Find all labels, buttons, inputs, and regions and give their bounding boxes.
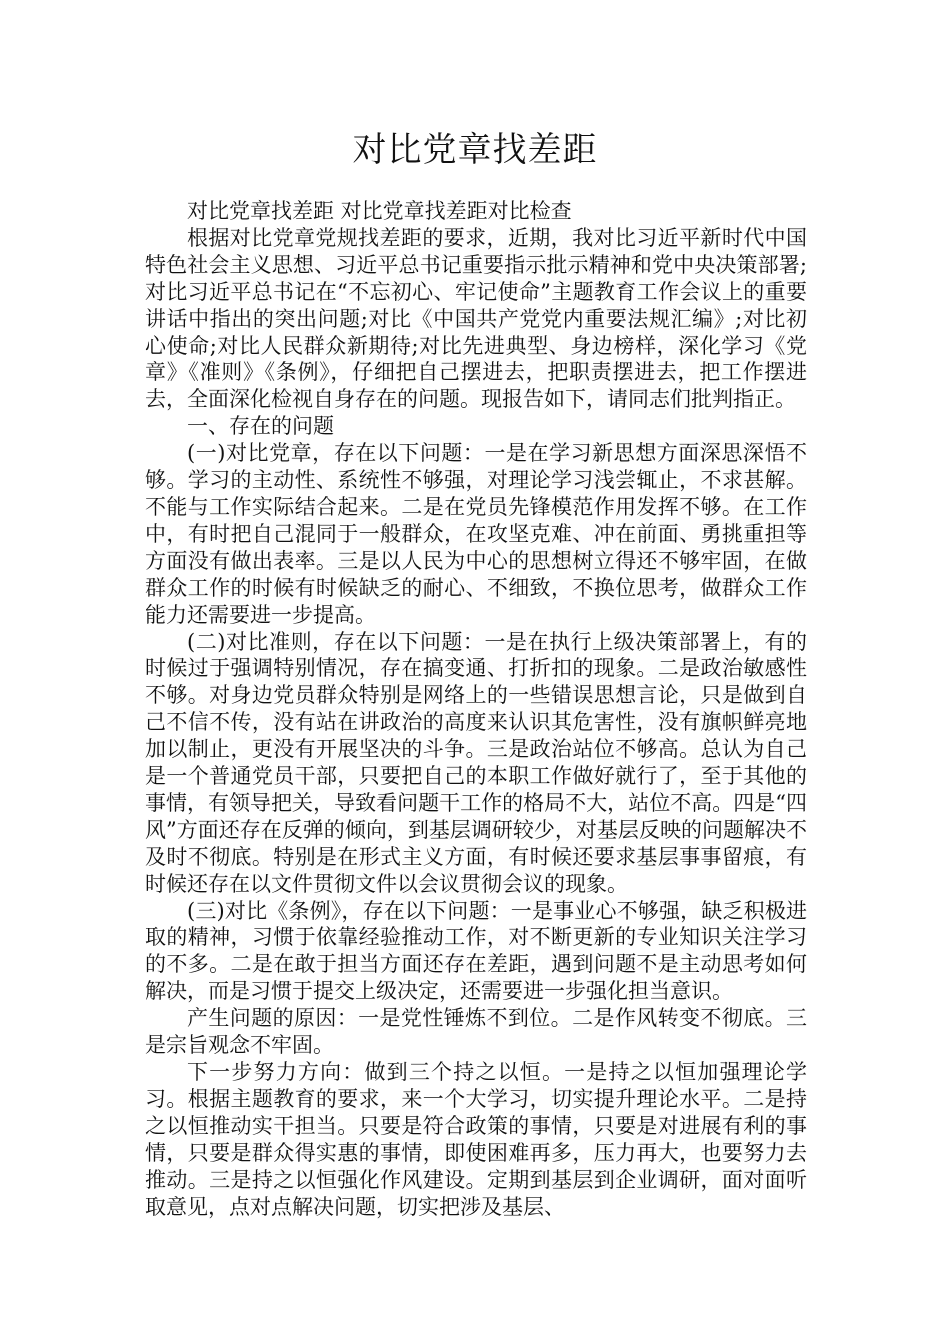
paragraph-regulations: (三)对比《条例》，存在以下问题：一是事业心不够强，缺乏积极进取的精神，习惯于依靠经验推动工作，对不断更新的专业知识关注学习的不多。二是在敢于担当方面还存在差距，遇到问题不是主动思考如何解决，而是习惯于提交上级决定，还需要进一步强化担当意识。	[145, 898, 807, 1004]
document-body	[145, 198, 807, 1220]
section-heading-problems: 一、存在的问题	[187, 414, 334, 439]
intro-paragraph: 根据对比党章党规找差距的要求，近期，我对比习近平新时代中国特色社会主义思想、习近平总书记重要指示批示精神和党中央决策部署;对比习近平总书记在“不忘初心、牢记使命”主题教育工作会议上的重要讲话中指出的突出问题;对比《中国共产党党内重要法规汇编》;对比初心使命;对比人民群众新期待;对比先进典型、身边榜样，深化学习《党章》《准则》《条例》，仔细把自己摆进去，把职责摆进去，把工作摆进去，全面深化检视自身存在的问题。现报告如下，请同志们批判指正。	[145, 225, 807, 412]
paragraph-next-steps: 下一步努力方向：做到三个持之以恒。一是持之以恒加强理论学习。根据主题教育的要求，来一个大学习，切实提升理论水平。二是持之以恒推动实干担当。只要是符合政策的事情，只要是对进展有利的事情，只要是群众得实惠的事情，即使困难再多，压力再大，也要努力去推动。三是持之以恒强化作风建设。定期到基层到企业调研，面对面听取意见，点对点解决问题，切实把涉及基层、	[145, 1060, 807, 1219]
paragraph-party-constitution: (一)对比党章，存在以下问题：一是在学习新思想方面深思深悟不够。学习的主动性、系统性不够强，对理论学习浅尝辄止，不求甚解。不能与工作实际结合起来。二是在党员先锋模范作用发挥不够。在工作中，有时把自己混同于一般群众，在攻坚克难、冲在前面、勇挑重担等方面没有做出表率。三是以人民为中心的思想树立得还不够牢固，在做群众工作的时候有时候缺乏的耐心、不细致，不换位思考，做群众工作能力还需要进一步提高。	[145, 441, 807, 627]
document-title: 对比党章找差距	[352, 130, 598, 170]
subtitle-line: 对比党章找差距 对比党章找差距对比检查	[187, 199, 572, 223]
paragraph-guidelines: (二)对比准则，存在以下问题：一是在执行上级决策部署上，有的时候过于强调特别情况，存在搞变通、打折扣的现象。二是政治敏感性不够。对身边党员群众特别是网络上的一些错误思想言论，只是做到自己不信不传，没有站在讲政治的高度来认识其危害性，没有旗帜鲜亮地加以制止，更没有开展坚决的斗争。三是政治站位不够高。总认为自己是一个普通党员干部，只要把自己的本职工作做好就行了，至于其他的事情，有领导把关，导致看问题干工作的格局不大，站位不高。四是“四风”方面还存在反弹的倾向，到基层调研较少，对基层反映的问题解决不及时不彻底。特别是在形式主义方面，有时候还要求基层事事留痕，有时候还存在以文件贯彻文件以会议贯彻会议的现象。	[145, 629, 807, 896]
paragraph-causes: 产生问题的原因：一是党性锤炼不到位。二是作风转变不彻底。三是宗旨观念不牢固。	[145, 1006, 807, 1058]
